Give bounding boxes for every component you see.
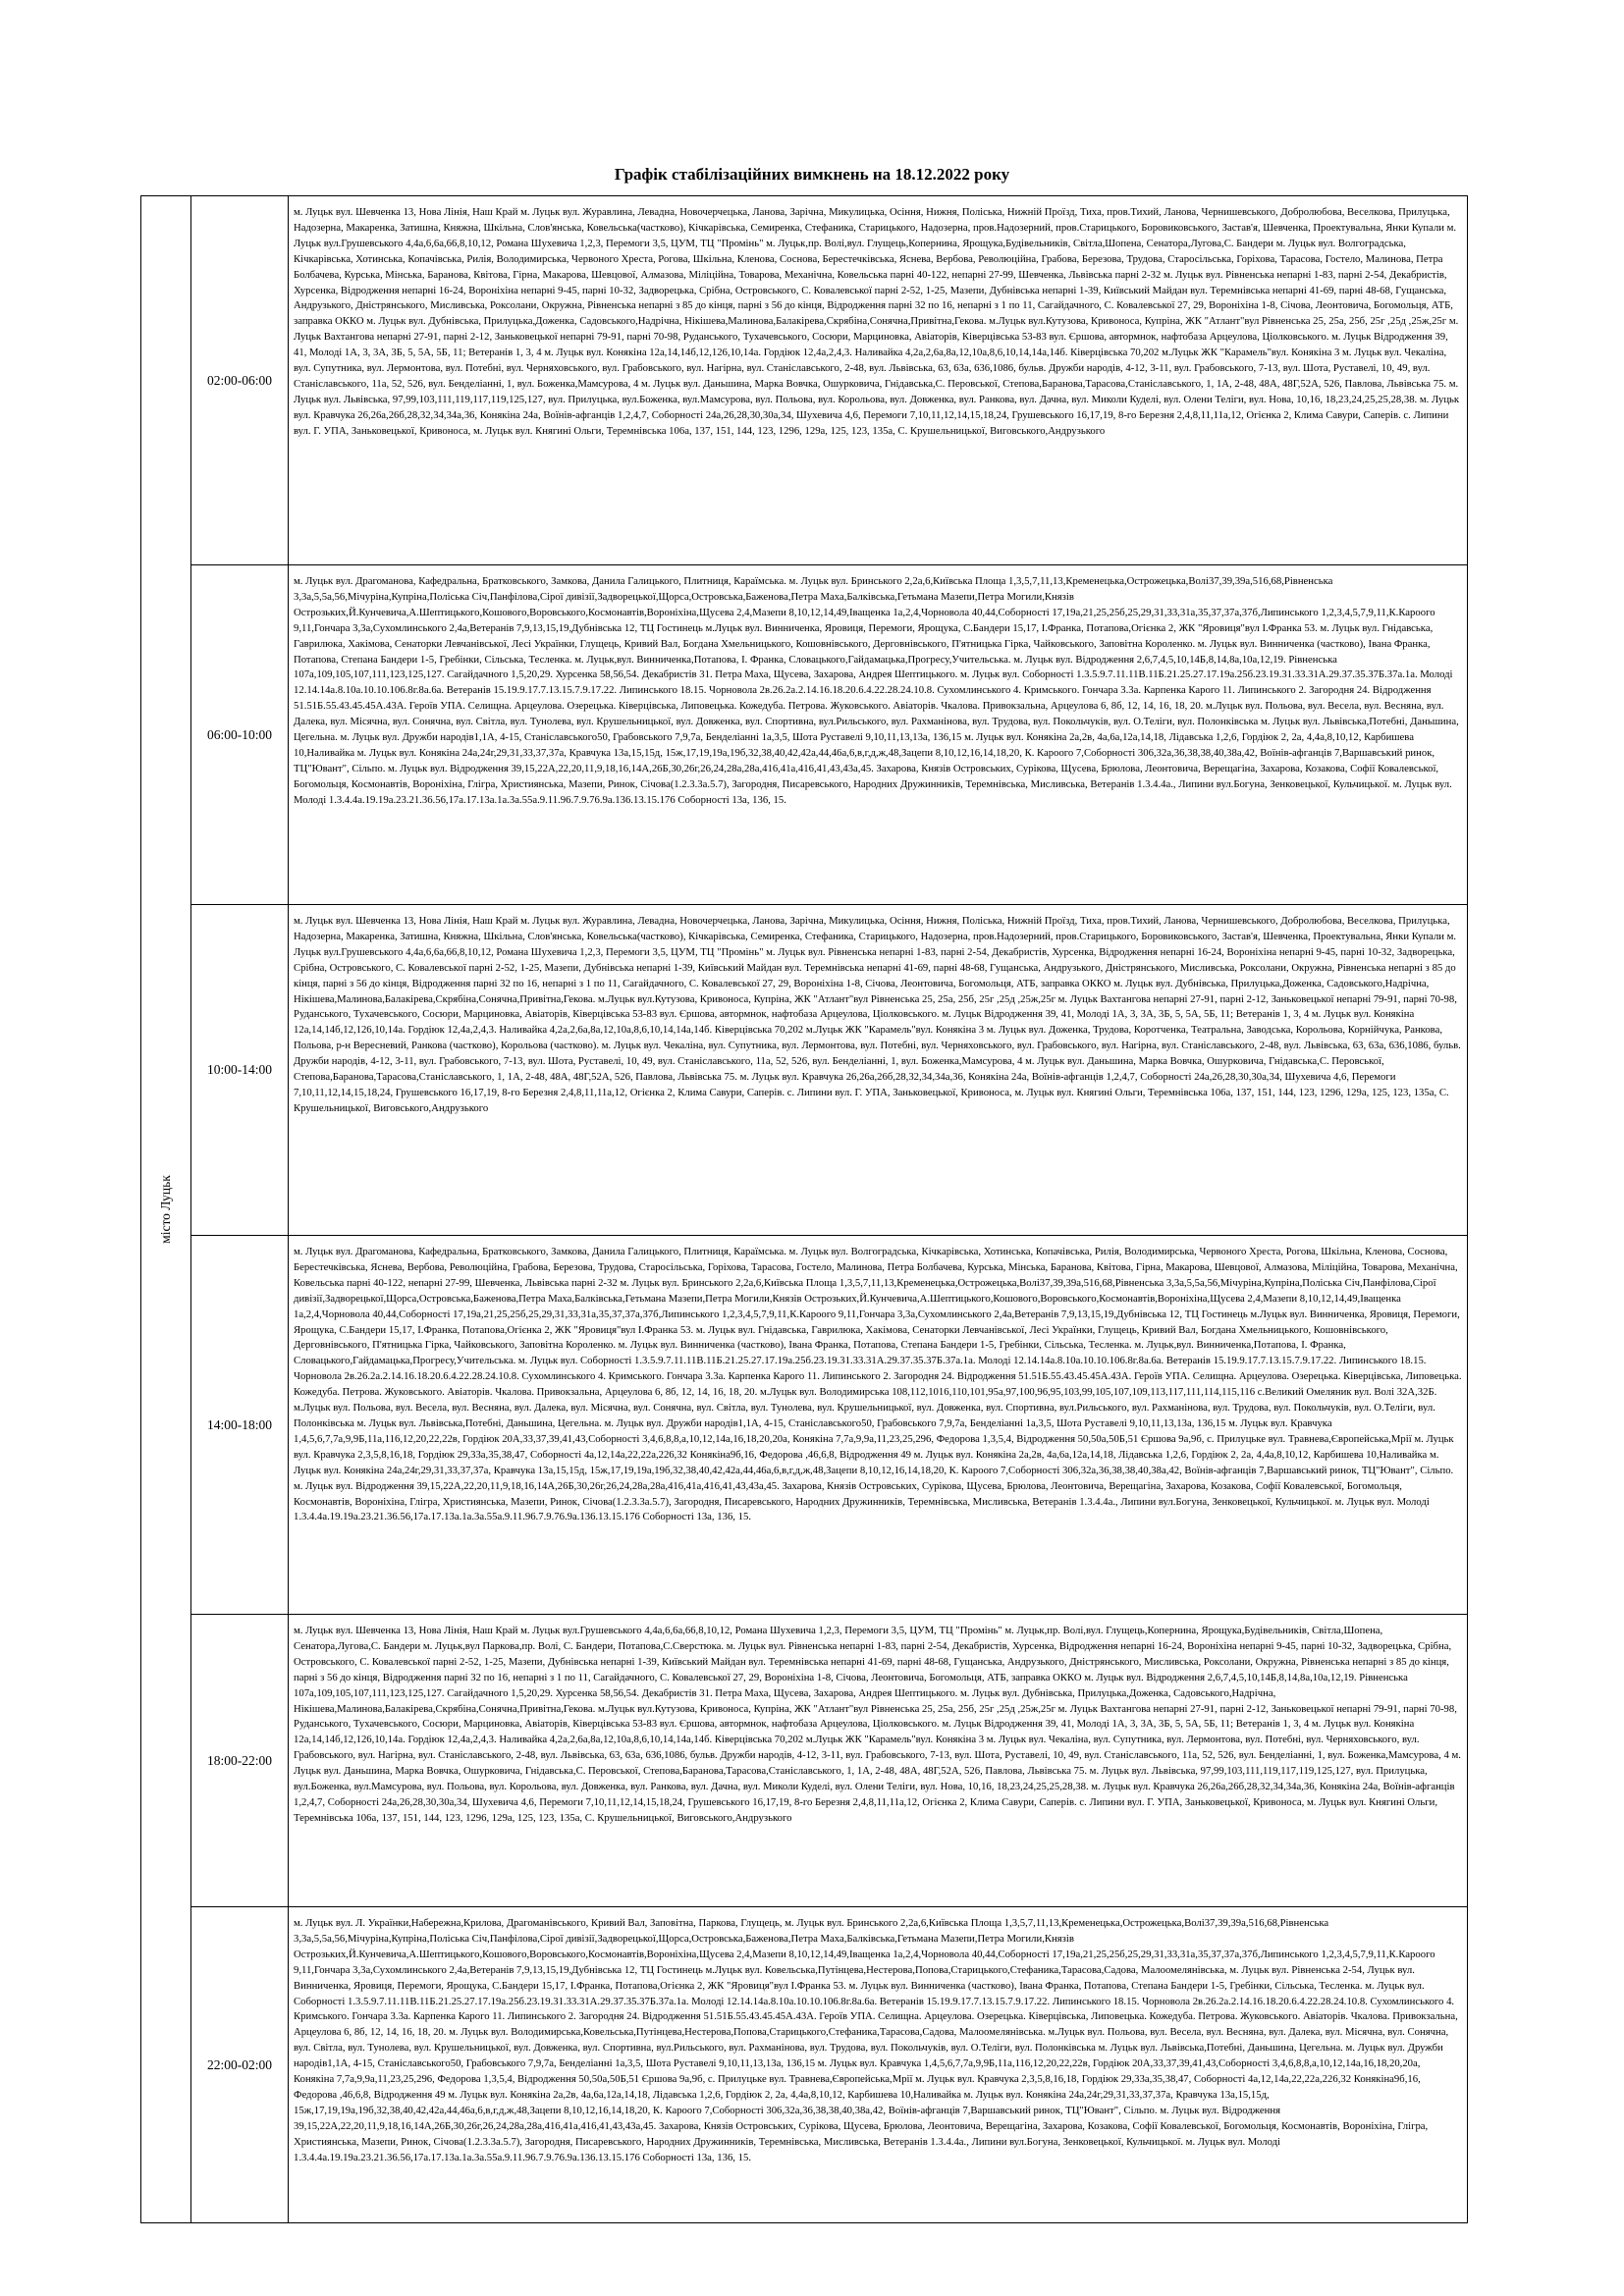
time-slot: 18:00-22:00 [191, 1615, 289, 1907]
time-slot: 06:00-10:00 [191, 565, 289, 905]
schedule-row [141, 905, 1468, 1236]
streets-list: м. Луцьк вул. Драгоманова, Кафедральна, Братковського, Замкова, Данила Галицького, Плитниця, Караїмська. м. Луцьк вул. Волгоградська, Кічкарівська, Хотинська, Копачівська, Рилія, Володимирська, Червоного Хреста, Рогова, Шкільна, Кленова, Соснова, Берестечківська, Яснева, Вербова, Революційна, Грабова, Березова, Трудова, Старосільська, Горіхова, Тарасова, Гостело, Малинова, Петра Болбачева, Курська, Мінська, Баранова, Квітова, Гірна, Макарова, Шевцової, Алмазова, Міліційна, Товарова, Механічна, Ковельська парні 40-122, непарні 27-99, Шевченка, Львівська парні 2-32 м. Луцьк вул. Бринського 2,2а,6,Київська Площа 1,3,5,7,11,13,Кременецька,Острожецька,Волі37,39,39а,516,68,Рівненська 3,3а,5,5а,56,Мічуріна,Купріна,Поліська Січ,Панфілова,Сірої дивізії,Задворецької,Щорса,Островська,Баженова,Петра Маха,Балківська,Гетьмана Мазепи,Петра Могили,Князів Острозьких,Й.Кунчевича,А.Шептицького,Кошового,Воровського,Космонавтів,Вороніхіна,Щусева 2,4,Мазепи 8,10,12,14,49,Іващенка 1а,2,4,Чорновола 40,44,Соборності 17,19а,21,25,25б,25,29,31,33,31а,35,37,37а,37б,Липинського 1,2,3,4,5,7,9,11,К.Кароого 9,11,Гончара 3,3а,Сухомлинського 2,4а,Ветеранів 7,9,13,15,19,Дубнівська 12, ТЦ Гостинець м.Луцьк вул. Винниченка, Яровиця, Перемоги, Ярощука, С.Бандери 15,17, І.Франка, Потапова,Огієнка 2, ЖК "Яровиця"вул І.Франка 53. м. Луцьк вул. Гнідавська, Гаврилюка, Хакімова, Сенаторки Левчанівської, Лесі Українки, Глущець, Кривий Вал, Богдана Хмельницького, Кошовнівського, Дерговнівського, П'ятницька Гірка, Чайковського, Заповітна Короленко. м. Луцьк вул. Винниченка (частково), Івана Франка, Потапова, Степана Бандери 1-5, Гребінки, Сільська, Тесленка. м. Луцьк,вул. Винниченка,Потапова, І. Франка, Словацького,Гайдамацька,Прогресу,Учительська. м. Луцьк вул. Соборності 1.3.5.9.7.11.11В.11Б.21.25.27.17.19а.25б.23.19.31.33.31А.29.37.35.37Б.37а.1а. Молоді 12.14.14а.8.10а.10.10.106.8г.8а.6а. Ветеранів 15.19.9.17.7.13.15.7.9.17.22. Липинського 18.15. Чорновола 2в.26.2а.2.14.16.18.20.6.4.22.28.24.10.8. Сухомлинського 4. Кримського. Гончара 3.3а. Карпенка Карого 11. Липинського 2. Загородня 24. Відродження 51.51Б.55.43.45.45А.43А. Героїв УПА. Селищна. Арцеулова. Озерецька. Ківерцівська, Липовецька. Кожедуба. Петрова. Жуковського. Авіаторів. Чкалова. Привокзальна, Арцеулова 6, 8б, 12, 14, 16, 18, 20. м.Луцьк вул. Володимирська 108,112,1016,110,101,95а,97,100,96,95,103,99,105,107,109,113,117,111,114,115,116 с.Великий Омеляник вул. Волі 32А,32Б. м.Луцьк вул. Польова, вул. Весела, вул. Веснянa, вул. Далека, вул. Місячна, вул. Сонячна, вул. Світла, вул. Тунолева, вул. Крушельницької, вул. Довженка, вул. Спортивна, вул.Рильського, вул. Рахманінова, вул. Трудова, вул. Покольчуків, вул. О.Теліги, вул. Полонківська м. Луцьк вул. Львівська,Потебні, Даньшина, Цегельна. м. Луцьк вул. Дружби народів1,1А, 4-15, Станіславського50, Грабовського 7,9,7а, Бенделіанні 1а,3,5, Шота Руставелі 9,10,11,13,13а, 136,15 м. Луцьк вул. Кравчука 1,4,5,6,7,7а,9,9Б,11а,116,12,20,22,22в, Гордіюк 20А,33,37,39,41,43,Соборності 3,4,6,8,8,а,10,12,14а,16,18,20,20а, Конякіна 7,7а,9,9а,11,23,25,296, Федорова 1,3,5,4, Відродження 50,50а,50Б,51 Єршова 9а,9б, с. Прилуцьке вул. Травнева,Європейська,Мрії м. Луцьк вул. Кравчука 2,3,5,8,16,18, Гордіюк 29,33а,35,38,47, Соборності 4а,12,14а,22,22а,226,32 Конякіна9б,16, Федорова ,46,6,8, Відродження 49 м. Луцьк вул. Конякіна 2а,2в, 4а,6а,12а,14,18, Лідавська 1,2,6, Гордіюк 2, 2а, 4,4а,8,10,12, Карбишева 10,Наливайка м. Луцьк вул. Конякіна 24а,24г,29,31,33,37,37а, Кравчука 13а,15,15д, 15ж,17,19,19а,19б,32,38,40,42,42а,44,46а,6,в,г,д,ж,48,Зацепи 8,10,12,16,14,18,20, К. Кароого 7,Соборності 306,32а,36,38,38,40,38а,42, Воїнів-афганців 7,Варшавський ринок, ТЦ"Ювант", Сільпо. м. Луцьк вул. Відродження 39,15,22А,22,20,11,9,18,16,14А,26Б,30,26г,26,24,28а,28а,416,41а,416,41,43,43а,45. Захарова, Князів Островських, Сурікова, Щусева, Брюлова, Леонтовича, Верещагіна, Захарова, Козакова, Софії Ковалевської, Богомольця, Космонавтів, Вороніхіна, Глігра, Християнська, Мазепи, Ринок, Січова(1.2.3.3а.5.7), Загородня, Писаревського, Народних Дружинників, Теремнівська, Мисливська, Ветеранів 1.3.4.4а., Липини вул.Богуна, Зенковецької, Кульчицької. м. Луцьк вул. Молоді 1.3.4.4а.19.19а.23.21.36.56,17а.17.13а.1а.3а.55а.9.11.96.7.9.76.9а.136.13.15.176 Соборності 13а, 136, 15. [294, 1246, 1462, 1523]
streets-cell [289, 1236, 1468, 1615]
streets-cell [289, 1907, 1468, 2223]
document-title: Графік стабілізаційних вимкнень на 18.12.2022 року [614, 165, 1010, 184]
streets-list: м. Луцьк вул. Шевченка 13, Нова Лінія, Наш Край м. Луцьк вул.Грушевського 4,4а,6,6а,66,8,10,12, Романа Шухевича 1,2,3, Перемоги 3,5, ЦУМ, ТЦ "Промінь" м. Луцьк,пр. Волі,вул. Глущець,Копернина, Ярощука,Будівельників, Світла,Шопена, Сенатора,Лугова,С. Бандери м. Луцьк,вул Паркова,пр. Волі, С. Бандери, Потапова,С.Сверстюка. м. Луцьк вул. Рівненська непарні 1-83, парні 2-54, Декабристів, Хурсенка, Відродження непарні 16-24, Вороніхіна непарні 9-45, парні 10-32, Задворецька, Срібна, Островського, С. Ковалевської парні 2-52, 1-25, Мазепи, Дубнівська непарні 1-39, Київський Майдан вул. Теремнівська непарні 41-69, парні 48-68, Гущанська, Андрузького, Дністрянського, Мисливська, Роксолани, Окружна, Рівненська непарні з 85 до кінця, парні з 56 до кінця, Відродження парні 32 по 16, непарні з 1 по 11, Сагайдачного, С. Ковалевської 27, 29, Вороніхіна 1-8, Січова, Леонтовича, Богомольця, АТБ, заправка ОККО м. Луцьк вул. Відродження 2,6,7,4,5,10,14Б,8,14,8а,10а,12,19. Рівненська 107а,109,105,107,111,123,125,127. Сагайдачного 1,5,20,29. Хурсенка 58,56,54. Декабристів 31. Петра Маха, Щусева, Захарова, Андрея Шептицького. м. Луцьк вул. Дубнівська, Прилуцька,Доженка, Садовського,Надрічна, Нікішева,Малинова,Балакірева,Скрябіна,Сонячна,Привітна,Гекова. м.Луцьк вул.Кутузова, Кривоноса, Купріна, ЖК "Атлант"вул Рівненська 25, 25а, 25б, 25г ,25д ,25ж,25г м. Луцьк Вахтангова непарні 27-91, парні 2-12, Заньковецької непарні 79-91, парні 70-98, Руданського, Тухачевського, Сосюри, Марциновка, Авіаторів, Ківерцівська 53-83 вул. Єршова, автормнок, нафтобаза Арцеулова, Ціолковського. м. Луцьк Відродження 39, 41, Молоді 1А, 3, 3А, 3Б, 5, 5А, 5Б, 11; Ветеранів 1, 3, 4 м. Луцьк вул. Конякіна 12а,14,14б,12,126,10,14а. Гордіюк 12,4а,2,4,3. Наливайка 4,2а,2,6а,8а,12,10а,8,6,10,14,14а,14б. Ківерцівська 70,202 м.Луцьк ЖК "Карамель"вул. Конякіна 3 м. Луцьк вул. Чекаліна, вул. Супутника, вул. Лермонтова, вул. Потебні, вул. Черняховського, вул. Грабовського, вул. Нагірна, вул. Станіславського, 2-48, вул. Львівська, 63, 63а, 636,1086, бульв. Дружби народів, 4-12, 3-11, вул. Грабовського, 7-13, вул. Шота, Руставелі, 10, 49, вул. Станіславського, 11а, 52, 526, вул. Бенделіанні, 1, вул. Боженка,Мамсурова, 4 м. Луцьк вул. Даньшина, Марка Вовчка, Ошурковича, Гнідавська,С. Перовської, Степова,Баранова,Тарасова,Станіславського, 1, 1А, 2-48, 48А, 48Г,52А, 526, Павлова, Львівська 75. м. Луцьк вул. Львівська, 97,99,103,111,119,117,119,125,127, вул. Прилуцька, вул.Боженка, вул.Мамсурова, вул. Польова, вул. Корольова, вул. Довженка, вул. Ранкова, вул. Дачна, вул. Миколи Куделі, вул. Олени Теліги, вул. Нова, 10,16, 18,23,24,25,25,28,38. м. Луцьк вул. Кравчука 26,26а,26б,28,32,34,34а,36, Конякіна 24а, Воїнів-афганців 1,2,4,7, Соборності 24а,26,28,30,30а,34, Шухевича 4,6, Перемоги 7,10,11,12,14,15,18,24, Грушевського 16,17,19, 8-го Березня 2,4,8,11,11а,12, Огієнка 2, Клима Савури, Саперів. с. Липини вул. Г. УПА, Заньковецької, Кривоноса, м. Луцьк вул. Княгині Ольги, Теремнівська 106а, 137, 151, 144, 123, 1296, 129а, 125, 123, 135а, С. Крушельницької, Виговського,Андрузького [294, 1625, 1461, 1824]
time-slot: 22:00-02:00 [191, 1907, 289, 2223]
city-cell [141, 196, 191, 2223]
streets-list: м. Луцьк вул. Драгоманова, Кафедральна, Братковського, Замкова, Данила Галицького, Плитниця, Караїмська. м. Луцьк вул. Бринського 2,2а,6,Київська Площа 1,3,5,7,11,13,Кременецька,Острожецька,Волі37,39,39а,516,68,Рівненська 3,3а,5,5а,56,Мічуріна,Купріна,Поліська Січ,Панфілова,Сірої дивізії,Задворецької,Щорса,Островська,Баженова,Петра Маха,Балківська,Гетьмана Мазепи,Петра Могили,Князів Острозьких,Й.Кунчевича,А.Шептицького,Кошового,Воровського,Космонавтів,Вороніхіна,Щусева 2,4,Мазепи 8,10,12,14,49,Іващенка 1а,2,4,Чорновола 40,44,Соборності 17,19а,21,25,25б,25,29,31,33,31а,35,37,37а,37б,Липинського 1,2,3,4,5,7,9,11,К.Кароого 9,11,Гончара 3,3а,Сухомлинського 2,4а,Ветеранів 7,9,13,15,19,Дубнівська 12, ТЦ Гостинець м.Луцьк вул. Винниченка, Яровиця, Перемоги, Ярощука, С.Бандери 15,17, І.Франка, Потапова,Огієнка 2, ЖК "Яровиця"вул І.Франка 53. м. Луцьк вул. Гнідавська, Гаврилюка, Хакімова, Сенаторки Левчанівської, Лесі Українки, Глущець, Кривий Вал, Богдана Хмельницького, Кошовнівського, Дерговнівського, П'ятницька Гірка, Чайковського, Заповітна Короленко. м. Луцьк вул. Винниченка (частково), Івана Франка, Потапова, Степана Бандери 1-5, Гребінки, Сільська, Тесленка. м. Луцьк,вул. Винниченка,Потапова, І. Франка, Словацького,Гайдамацька,Прогресу,Учительська. м. Луцьк вул. Відродження 2,6,7,4,5,10,14Б,8,14,8а,10а,12,19. Рівненська 107а,109,105,107,111,123,125,127. Сагайдачного 1,5,20,29. Хурсенка 58,56,54. Декабристів 31. Петра Маха, Щусева, Захарова, Андрея Шептицького. м. Луцьк вул. Соборності 1.3.5.9.7.11.11В.11Б.21.25.27.17.19а.25б.23.19.31.33.31А.29.37.35.37Б.37а.1а. Молоді 12.14.14а.8.10а.10.10.106.8г.8а.6а. Ветеранів 15.19.9.17.7.13.15.7.9.17.22. Липинського 18.15. Чорновола 2в.26.2а.2.14.16.18.20.6.4.22.28.24.10.8. Сухомлинського 4. Кримського. Гончара 3.3а. Карпенка Карого 11. Липинського 2. Загородня 24. Відродження 51.51Б.55.43.45.45А.43А. Героїв УПА. Селищна. Арцеулова. Озерецька. Ківерцівська, Липовецька. Кожедуба. Петрова. Жуковського. Авіаторів. Чкалова. Привокзальна, Арцеулова 6, 8б, 12, 14, 16, 18, 20. м.Луцьк вул. Польова, вул. Весела, вул. Веснянa, вул. Далека, вул. Місячна, вул. Сонячна, вул. Світла, вул. Тунолева, вул. Крушельницької, вул. Довженка, вул. Спортивна, вул.Рильського, вул. Рахманінова, вул. Трудова, вул. Покольчуків, вул. О.Теліги, вул. Полонківська м. Луцьк вул. Львівська,Потебні, Даньшина, Цегельна. м. Луцьк вул. Дружби народів1,1А, 4-15, Станіславського50, Грабовського 7,9,7а, Бенделіанні 1а,3,5, Шота Руставелі 9,10,11,13,13а, 136,15 м. Луцьк вул. Конякіна 2а,2в, 4а,6а,12а,14,18, Лідавська 1,2,6, Гордіюк 2, 2а, 4,4а,8,10,12, Карбишева 10,Наливайка м. Луцьк вул. Конякіна 24а,24г,29,31,33,37,37а, Кравчука 13а,15,15д, 15ж,17,19,19а,19б,32,38,40,42,42а,44,46а,6,в,г,д,ж,48,Зацепи 8,10,12,16,14,18,20, К. Кароого 7,Соборності 306,32а,36,38,38,40,38а,42, Воїнів-афганців 7,Варшавський ринок, ТЦ"Ювант", Сільпо. м. Луцьк вул. Відродження 39,15,22А,22,20,11,9,18,16,14А,26Б,30,26г,26,24,28а,28а,416,41а,416,41,43,43а,45. Захарова, Князів Островських, Сурікова, Щусева, Брюлова, Леонтовича, Верещагіна, Захарова, Козакова, Софії Ковалевської, Богомольця, Космонавтів, Вороніхіна, Глігра, Християнська, Мазепи, Ринок, Січова(1.2.3.3а.5.7), Загородня, Писаревського, Народних Дружинників, Теремнівська, Мисливська, Ветеранів 1.3.4.4а., Липини вул.Богуна, Зенковецької, Кульчицької. м. Луцьк вул. Молоді 1.3.4.4а.19.19а.23.21.36.56,17а.17.13а.1а.3а.55а.9.11.96.7.9.76.9а.136.13.15.176 Соборності 13а, 136, 15. [294, 575, 1459, 806]
schedule-row [141, 196, 1468, 565]
schedule-row [141, 1907, 1468, 2223]
streets-cell [289, 905, 1468, 1236]
streets-list: м. Луцьк вул. Шевченка 13, Нова Лінія, Наш Край м. Луцьк вул. Журавлина, Левадна, Новочерчецька, Ланова, Зарічна, Микулицька, Осіння, Нижня, Поліська, Нижній Проїзд, Тиха, пров.Тихий, Ланова, Чернишевського, Добролюбова, Веселкова, Прилуцька, Надозерна, Макаренка, Затишна, Княжна, Шкільна, Слов'янська, Ковельська(частково), Кічкарівська, Семиренка, Стефаника, Старицького, Надозерна, пров.Надозерний, пров.Старицького, Боровиковського, Застав'я, Шевченка, Проектувальна, Янки Купали м. Луцьк вул.Грушевського 4,4а,6,6а,66,8,10,12, Романа Шухевича 1,2,3, Перемоги 3,5, ЦУМ, ТЦ "Промінь" м. Луцьк вул. Рівненська непарні 1-83, парні 2-54, Декабристів, Хурсенка, Відродження непарні 16-24, Вороніхіна непарні 9-45, парні 10-32, Задворецька, Срібна, Островського, С. Ковалевської парні 2-52, 1-25, Мазепи, Дубнівська непарні 1-39, Київський Майдан вул. Теремнівська непарні 41-69, парні 48-68, Гущанська, Андрузького, Дністрянського, Мисливська, Роксолани, Окружна, Рівненська непарні з 85 до кінця, парні з 56 до кінця, Відродження парні 32 по 16, непарні з 1 по 11, Сагайдачного, С. Ковалевської 27, 29, Вороніхіна 1-8, Січова, Леонтовича, Богомольця, АТБ, заправка ОККО м. Луцьк вул. Дубнівська, Прилуцька,Доженка, Садовського,Надрічна, Нікішева,Малинова,Балакірева,Скрябіна,Сонячна,Привітна,Гекова. м.Луцьк вул.Кутузова, Кривоноса, Купріна, ЖК "Атлант"вул Рівненська 25, 25а, 25б, 25г ,25д ,25ж,25г м. Луцьк Вахтангова непарні 27-91, парні 2-12, Заньковецької непарні 79-91, парні 70-98, Руданського, Тухачевського, Сосюри, Марциновка, Авіаторів, Ківерцівська 53-83 вул. Єршова, автормнок, нафтобаза Арцеулова, Ціолковського. м. Луцьк Відродження 39, 41, Молоді 1А, 3, 3А, 3Б, 5, 5А, 5Б, 11; Ветеранів 1, 3, 4 м. Луцьк вул. Конякіна 12а,14,14б,12,126,10,14а. Гордіюк 12,4а,2,4,3. Наливайка 4,2а,2,6а,8а,12,10а,8,6,10,14,14а,14б. Ківерцівська 70,202 м.Луцьк ЖК "Карамель"вул. Конякіна 3 м. Луцьк вул. Доженка, Трудова, Коротченка, Театральна, Заводська, Корольова, Корнійчука, Ранкова, Польова, р-н Вересневий, Ранкова (частково), Корольова (частково). м. Луцьк вул. Чекаліна, вул. Супутника, вул. Лермонтова, вул. Потебні, вул. Черняховського, вул. Грабовського, вул. Нагірна, вул. Станіславського, 2-48, вул. Львівська, 63, 63а, 636,1086, бульв. Дружби народів, 4-12, 3-11, вул. Грабовського, 7-13, вул. Шота, Руставелі, 10, 49, вул. Станіславського, 11а, 52, 526, вул. Бенделіанні, 1, вул. Боженка,Мамсурова, 4 м. Луцьк вул. Даньшина, Марка Вовчка, Ошурковича, Гнідавська,С. Перовської, Степова,Баранова,Тарасова,Станіславського, 1, 1А, 2-48, 48А, 48Г,52А, 526, Павлова, Львівська 75. м. Луцьк вул. Кравчука 26,26а,26б,28,32,34,34а,36, Конякіна 24а, Воїнів-афганців 1,2,4,7, Соборності 24а,26,28,30,30а,34, Шухевича 4,6, Перемоги 7,10,11,12,14,15,18,24, Грушевського 16,17,19, 8-го Березня 2,4,8,11,11а,12, Огієнка 2, Клима Савури, Саперів. с. Липини вул. Г. УПА, Заньковецької, Кривоноса, м. Луцьк вул. Княгині Ольги, Теремнівська 106а, 137, 151, 144, 123, 1296, 129а, 125, 123, 135а, С. Крушельницької, Виговського,Андрузького [294, 915, 1461, 1114]
time-slot: 14:00-18:00 [191, 1236, 289, 1615]
streets-cell [289, 1615, 1468, 1907]
streets-cell [289, 196, 1468, 565]
time-slot: 10:00-14:00 [191, 905, 289, 1236]
streets-list: м. Луцьк вул. Л. Українки,Набережна,Крилова, Драгоманівського, Кривий Вал, Заповітна, Паркова, Глущець, м. Луцьк вул. Бринського 2,2а,6,Київська Площа 1,3,5,7,11,13,Кременецька,Острожецька,Волі37,39,39а,516,68,Рівненська 3,3а,5,5а,56,Мічуріна,Купріна,Поліська Січ,Панфілова,Сірої дивізії,Задворецької,Щорса,Островська,Баженова,Петра Маха,Балківська,Гетьмана Мазепи,Петра Могили,Князів Острозьких,Й.Кунчевича,А.Шептицького,Кошового,Воровського,Космонавтів,Вороніхіна,Щусева 2,4,Мазепи 8,10,12,14,49,Іващенка 1а,2,4,Чорновола 40,44,Соборності 17,19а,21,25,25б,25,29,31,33,31а,35,37,37а,37б,Липинського 1,2,3,4,5,7,9,11,К.Кароого 9,11,Гончара 3,3а,Сухомлинського 2,4а,Ветеранів 7,9,13,15,19,Дубнівська 12, ТЦ Гостинець м.Луцьк вул. Ковельська,Путінцева,Нестерова,Попова,Старицького,Стефаника,Тарасова,Садова, Малоомелянівська, м. Луцьк вул. Рівненська 2-54, Луцьк вул. Винниченка, Яровиця, Перемоги, Ярощука, С.Бандери 15,17, І.Франка, Потапова,Огієнка 2, ЖК "Яровиця"вул І.Франка 53. м. Луцьк вул. Винниченка (частково), Івана Франка, Потапова, Степана Бандери 1-5, Гребінки, Сільська, Тесленка. м. Луцьк вул. Соборності 1.3.5.9.7.11.11В.11Б.21.25.27.17.19а.25б.23.19.31.33.31А.29.37.35.37Б.37а.1а. Молоді 12.14.14а.8.10а.10.10.106.8г.8а.6а. Ветеранів 15.19.9.17.7.13.15.7.9.17.22. Липинського 18.15. Чорновола 2в.26.2а.2.14.16.18.20.6.4.22.28.24.10.8. Сухомлинського 4. Кримського. Гончара 3.3а. Карпенка Карого 11. Липинського 2. Загородня 24. Відродження 51.51Б.55.43.45.45А.43А. Героїв УПА. Селищна. Арцеулова. Озерецька. Ківерцівська, Липовецька. Кожедуба. Петрова. Жуковського. Авіаторів. Чкалова. Привокзальна, Арцеулова 6, 8б, 12, 14, 16, 18, 20. м. Луцьк вул. Володимирська,Ковельська,Путінцева,Нестерова,Попова,Старицького,Стефаника,Тарасова,Садова, Малоомелянівська. м.Луцьк вул. Польова, вул. Весела, вул. Веснянa, вул. Далека, вул. Місячна, вул. Сонячна, вул. Світла, вул. Тунолева, вул. Крушельницької, вул. Довженка, вул. Спортивна, вул.Рильського, вул. Рахманінова, вул. Трудова, вул. Покольчуків, вул. О.Теліги, вул. Полонківська м. Луцьк вул. Львівська,Потебні, Даньшина, Цегельна. м. Луцьк вул. Дружби народів1,1А, 4-15, Станіславського50, Грабовського 7,9,7а, Бенделіанні 1а,3,5, Шота Руставелі 9,10,11,13,13а, 136,15 м. Луцьк вул. Кравчука 1,4,5,6,7,7а,9,9Б,11а,116,12,20,22,22в, Гордіюк 20А,33,37,39,41,43,Соборності 3,4,6,8,8,а,10,12,14а,16,18,20,20а, Конякіна 7,7а,9,9а,11,23,25,296, Федорова 1,3,5,4, Відродження 50,50а,50Б,51 Єршова 9а,9б, с. Прилуцьке вул. Травнева,Європейська,Мрії м. Луцьк вул. Кравчука 2,3,5,8,16,18, Гордіюк 29,33а,35,38,47, Соборності 4а,12,14а,22,22а,226,32 Конякіна9б,16, Федорова ,46,6,8, Відродження 49 м. Луцьк вул. Конякіна 2а,2в, 4а,6а,12а,14,18, Лідавська 1,2,6, Гордіюк 2, 2а, 4,4а,8,10,12, Карбишева 10,Наливайка м. Луцьк вул. Конякіна 24а,24г,29,31,33,37,37а, Кравчука 13а,15,15д, 15ж,17,19,19а,19б,32,38,40,42,42а,44,46а,6,в,г,д,ж,48,Зацепи 8,10,12,16,14,18,20, К. Кароого 7,Соборності 306,32а,36,38,38,40,38а,42, Воїнів-афганців 7,Варшавський ринок, ТЦ"Ювант", Сільпо. м. Луцьк вул. Відродження 39,15,22А,22,20,11,9,18,16,14А,26Б,30,26г,26,24,28а,28а,416,41а,416,41,43,43а,45. Захарова, Князів Островських, Сурікова, Щусева, Брюлова, Леонтовича, Верещагіна, Захарова, Козакова, Софії Ковалевської, Богомольця, Космонавтів, Вороніхіна, Глігра, Християнська, Мазепи, Ринок, Січова(1.2.3.3а.5.7), Загородня, Писаревського, Народних Дружинників, Теремнівська, Мисливська, Ветеранів 1.3.4.4а., Липини вул.Богуна, Зенковецької, Кульчицької. м. Луцьк вул. Молоді 1.3.4.4а.19.19а.23.21.36.56,17а.17.13а.1а.3а.55а.9.11.96.7.9.76.9а.136.13.15.176 Соборності 13а, 136, 15. [294, 1917, 1458, 2163]
streets-list: м. Луцьк вул. Шевченка 13, Нова Лінія, Наш Край м. Луцьк вул. Журавлина, Левадна, Новочерчецька, Ланова, Зарічна, Микулицька, Осіння, Нижня, Поліська, Нижній Проїзд, Тиха, пров.Тихий, Ланова, Чернишевського, Добролюбова, Веселкова, Прилуцька, Надозерна, Макаренка, Затишна, Княжна, Шкільна, Слов'янська, Ковельська(частково), Кічкарівська, Семиренка, Стефаника, Старицького, Надозерна, пров.Надозерний, пров.Старицького, Боровиковського, Застав'я, Шевченка, Проектувальна, Янки Купали м. Луцьк вул.Грушевського 4,4а,6,6а,66,8,10,12, Романа Шухевича 1,2,3, Перемоги 3,5, ЦУМ, ТЦ "Промінь" м. Луцьк,пр. Волі,вул. Глущець,Копернина, Ярощука,Будівельників, Світла,Шопена, Сенатора,Луговa,С. Бандери м. Луцьк вул. Волгоградська, Кічкарівська, Хотинська, Копачівська, Рилія, Володимирська, Червоного Хреста, Рогова, Шкільна, Кленова, Соснова, Берестечківська, Яснева, Вербова, Революційна, Грабова, Березова, Трудова, Старосільська, Горіхова, Тарасова, Гостело, Малинова, Петра Болбачева, Курська, Мінська, Баранова, Квітова, Гірна, Макарова, Шевцової, Алмазова, Міліційна, Товарова, Механічна, Ковельська парні 40-122, непарні 27-99, Шевченка, Львівська парні 2-32 м. Луцьк вул. Рівненська непарні 1-83, парні 2-54, Декабристів, Хурсенка, Відродження непарні 16-24, Вороніхіна непарні 9-45, парні 10-32, Задворецька, Срібна, Островського, С. Ковалевської парні 2-52, 1-25, Мазепи, Дубнівська непарні 1-39, Київський Майдан вул. Теремнівська непарні 41-69, парні 48-68, Гущанська, Андрузького, Дністрянського, Мисливська, Роксолани, Окружна, Рівненська непарні з 85 до кінця, парні з 56 до кінця, Відродження парні 32 по 16, непарні з 1 по 11, Сагайдачного, С. Ковалевської 27, 29, Вороніхіна 1-8, Січова, Леонтовича, Богомольця, АТБ, заправка ОККО м. Луцьк вул. Дубнівська, Прилуцька,Доженка, Садовського,Надрічна, Нікішева,Малинова,Балакірева,Скрябіна,Сонячна,Привітна,Гекова. м.Луцьк вул.Кутузова, Кривоноса, Купріна, ЖК "Атлант"вул Рівненська 25, 25а, 25б, 25г ,25д ,25ж,25г м. Луцьк Вахтангова непарні 27-91, парні 2-12, Заньковецької непарні 79-91, парні 70-98, Руданського, Тухачевського, Сосюри, Марциновка, Авіаторів, Ківерцівська 53-83 вул. Єршова, автормнок, нафтобаза Арцеулова, Ціолковського. м. Луцьк Відродження 39, 41, Молоді 1А, 3, 3А, 3Б, 5, 5А, 5Б, 11; Ветеранів 1, 3, 4 м. Луцьк вул. Конякіна 12а,14,14б,12,126,10,14а. Гордіюк 12,4а,2,4,3. Наливайка 4,2а,2,6а,8а,12,10а,8,6,10,14,14а,14б. Ківерцівська 70,202 м.Луцьк ЖК "Карамель"вул. Конякіна 3 м. Луцьк вул. Чекаліна, вул. Супутника, вул. Лермонтова, вул. Потебні, вул. Черняховського, вул. Грабовського, вул. Нагірна, вул. Станіславського, 2-48, вул. Львівська, 63, 63а, 636,1086, бульв. Дружби народів, 4-12, 3-11, вул. Грабовського, 7-13, вул. Шота, Руставелі, 10, 49, вул. Станіславського, 11а, 52, 526, вул. Бенделіанні, 1, вул. Боженка,Мамсурова, 4 м. Луцьк вул. Даньшина, Марка Вовчка, Ошурковича, Гнідавська,С. Перовської, Степова,Баранова,Тарасова,Станіславського, 1, 1А, 2-48, 48А, 48Г,52А, 526, Павлова, Львівська 75. м. Луцьк вул. Львівська, 97,99,103,111,119,117,119,125,127, вул. Прилуцька, вул.Боженка, вул.Мамсурова, вул. Польова, вул. Корольова, вул. Довженка, вул. Ранкова, вул. Дачна, вул. Миколи Куделі, вул. Олени Теліги, вул. Нова, 10,16, 18,23,24,25,25,28,38. м. Луцьк вул. Кравчука 26,26а,26б,28,32,34,34а,36, Конякіна 24а, Воїнів-афганців 1,2,4,7, Соборності 24а,26,28,30,30а,34, Шухевича 4,6, Перемоги 7,10,11,12,14,15,18,24, Грушевського 16,17,19, 8-го Березня 2,4,8,11,11а,12, Огієнка 2, Клима Савури, Саперів. с. Липини вул. Г. УПА, Заньковецької, Кривоноса, м. Луцьк вул. Княгині Ольги, Теремнівська 106а, 137, 151, 144, 123, 1296, 129а, 125, 123, 135а, С. Крушельницької, Виговського,Андрузького [294, 206, 1460, 437]
schedule-row [141, 1615, 1468, 1907]
schedule-row [141, 565, 1468, 905]
schedule-row [141, 1236, 1468, 1615]
streets-cell [289, 565, 1468, 905]
time-slot: 02:00-06:00 [191, 196, 289, 565]
schedule-table [140, 195, 1468, 2223]
city-label: місто Луцьк [158, 1175, 173, 1244]
